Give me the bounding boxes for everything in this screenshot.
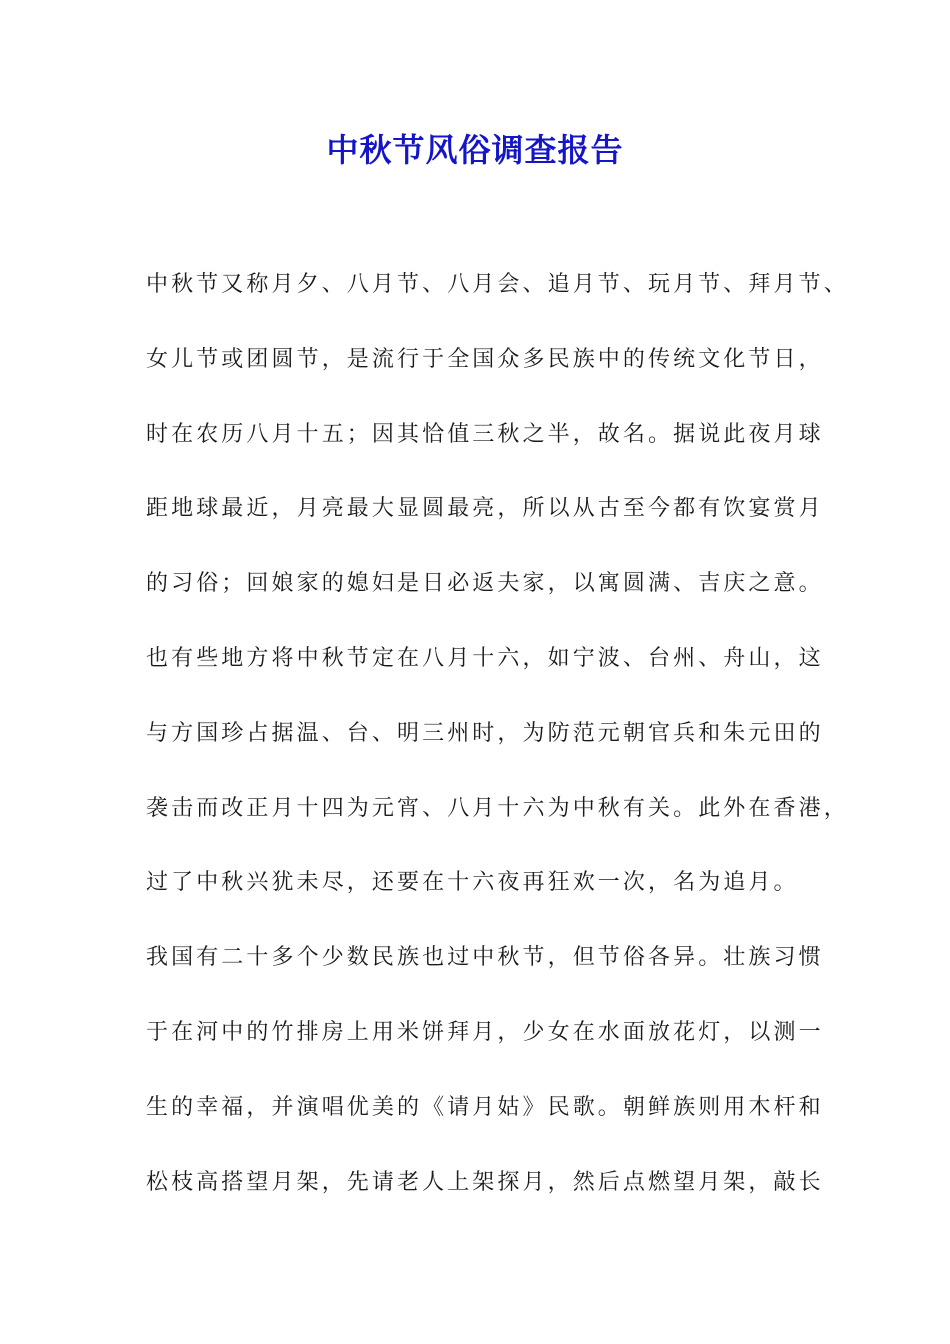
body-line: 过了中秋兴犹未尽，还要在十六夜再狂欢一次，名为追月。 [146,870,799,896]
body-line: 我国有二十多个少数民族也过中秋节，但节俗各异。壮族习惯 [146,945,824,971]
body-line: 生的幸福，并演唱优美的《请月姑》民歌。朝鲜族则用木杆和 [146,1094,824,1120]
body-line: 女儿节或团圆节，是流行于全国众多民族中的传统文化节日， [146,346,824,372]
body-line: 距地球最近，月亮最大显圆最亮，所以从古至今都有饮宴赏月 [146,496,824,522]
document-title: 中秋节风俗调查报告 [326,131,624,169]
body-line: 时在农历八月十五；因其恰值三秋之半，故名。据说此夜月球 [146,421,824,447]
body-line: 松枝高搭望月架，先请老人上架探月，然后点燃望月架，敲长 [146,1169,824,1195]
body-line: 也有些地方将中秋节定在八月十六，如宁波、台州、舟山，这 [146,645,824,671]
document-body [146,262,849,1234]
body-line: 与方国珍占据温、台、明三州时，为防范元朝官兵和朱元田的 [146,720,824,746]
body-line: 中秋节又称月夕、八月节、八月会、追月节、玩月节、拜月节、 [146,272,849,297]
body-line: 袭击而改正月十四为元宵、八月十六为中秋有关。此外在香港， [146,795,849,821]
body-line: 的习俗；回娘家的媳妇是日必返夫家，以寓圆满、吉庆之意。 [146,571,824,597]
body-line: 于在河中的竹排房上用米饼拜月，少女在水面放花灯，以测一 [146,1019,824,1045]
